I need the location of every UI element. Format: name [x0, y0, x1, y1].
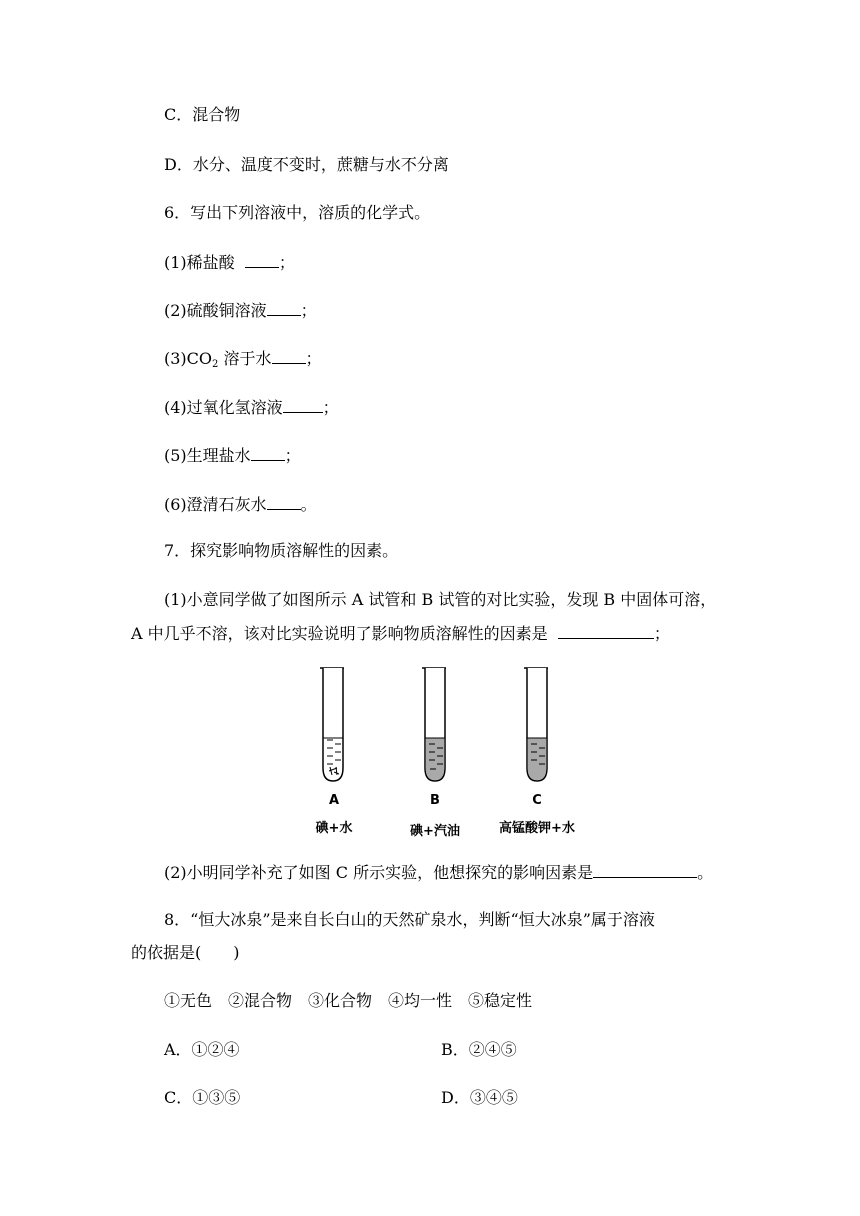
tube-c-letter: C	[532, 793, 542, 808]
q8-choices: ①无色 ②混合物 ③化合物 ④均一性 ⑤稳定性	[164, 991, 533, 1010]
q6-item-4-text: (4)过氧化氢溶液	[164, 398, 283, 417]
tube-b-letter: B	[430, 793, 440, 808]
q6-item-4-end: ；	[322, 398, 339, 417]
test-tube-a	[320, 668, 344, 781]
tube-b-label: 碘+汽油	[410, 824, 460, 839]
q5-option-d: D．水分、温度不变时，蔗糖与水不分离	[164, 155, 449, 174]
q6-item-5	[164, 444, 301, 467]
q7-part1-text: A 中几乎不溶，该对比实验说明了影响物质溶解性的因素是	[131, 624, 548, 643]
q6-item-1-end: ；	[278, 253, 295, 272]
test-tube-c	[524, 668, 548, 781]
q6-item-3-rest: 溶于水	[223, 349, 272, 368]
tube-c-label: 高锰酸钾+水	[499, 821, 575, 836]
answer-blank[interactable]	[245, 251, 279, 268]
q6-item-3-subscript: 2	[212, 359, 219, 370]
q7-part1-end: ；	[653, 624, 670, 643]
q6-item-6	[164, 493, 317, 516]
q6-item-2-end: ；	[300, 301, 317, 320]
q6-item-6-end: 。	[300, 495, 317, 514]
q8-option-c[interactable]: C．①③⑤	[164, 1088, 241, 1107]
q6-item-3-text: (3)CO	[164, 349, 213, 368]
q7-part2-end: 。	[697, 863, 714, 882]
q6-item-2-text: (2)硫酸铜溶液	[164, 301, 267, 320]
test-tube-figure	[300, 662, 600, 840]
q6-item-3	[164, 347, 322, 376]
q6-item-1-text: (1)稀盐酸	[164, 253, 235, 272]
answer-blank[interactable]	[283, 396, 323, 413]
q7-part1-line1: (1)小意同学做了如图所示 A 试管和 B 试管的对比实验，发现 B 中固体可溶，	[164, 590, 717, 609]
test-tubes-drawing	[300, 662, 600, 792]
tube-a-label: 碘+水	[315, 821, 353, 836]
test-tube-b	[422, 668, 446, 781]
q8-option-b[interactable]: B．②④⑤	[441, 1040, 517, 1059]
q6-item-3-end: ；	[305, 349, 322, 368]
q7-part1-line2	[131, 622, 670, 645]
q6-stem: 6．写出下列溶液中，溶质的化学式。	[164, 203, 431, 222]
answer-blank[interactable]	[558, 622, 654, 639]
q8-stem-line1: 8．“恒大冰泉”是来自长白山的天然矿泉水，判断“恒大冰泉”属于溶液	[164, 910, 655, 929]
q6-item-5-end: ；	[284, 446, 301, 465]
q7-part2-text: (2)小明同学补充了如图 C 所示实验，他想探究的影响因素是	[164, 863, 594, 882]
q8-option-d[interactable]: D．③④⑤	[441, 1088, 518, 1107]
q7-stem: 7．探究影响物质溶解性的因素。	[164, 541, 399, 560]
answer-blank[interactable]	[267, 299, 301, 316]
q6-item-2	[164, 299, 317, 322]
q6-item-1	[164, 251, 295, 274]
answer-blank[interactable]	[272, 347, 306, 364]
answer-blank[interactable]	[593, 861, 697, 878]
q7-part2	[164, 861, 713, 884]
q6-item-5-text: (5)生理盐水	[164, 446, 251, 465]
answer-blank[interactable]	[251, 444, 285, 461]
answer-blank[interactable]	[267, 493, 301, 510]
q5-option-c: C．混合物	[164, 105, 241, 124]
tube-a-letter: A	[328, 793, 340, 808]
q8-option-a[interactable]: A．①②④	[164, 1040, 240, 1059]
q6-item-6-text: (6)澄清石灰水	[164, 495, 267, 514]
q6-item-4	[164, 396, 339, 419]
q8-stem-line2: 的依据是( )	[131, 943, 240, 962]
